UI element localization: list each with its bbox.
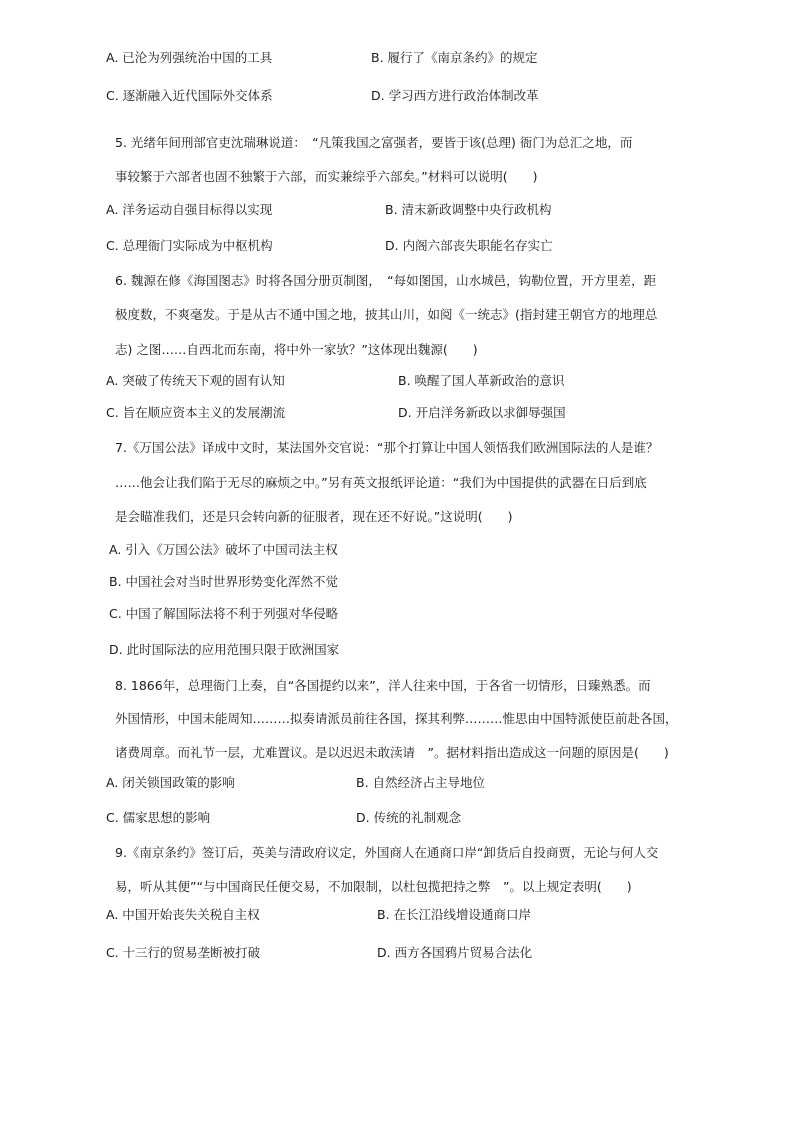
q5-option-d: D. 内阁六部丧失职能名存实亡 bbox=[385, 238, 553, 253]
q5-stem-line-1: 5. 光绪年间刑部官吏沈瑞琳说道： “凡策我国之富强者，要皆于该(总理) 衙门为总汇之地，而 bbox=[115, 135, 633, 150]
q7-option-a: A. 引入《万国公法》破坏了中国司法主权 bbox=[109, 542, 338, 557]
q6-option-b: B. 唤醒了国人革新政治的意识 bbox=[398, 373, 565, 388]
q7-option-d: D. 此时国际法的应用范围只限于欧洲国家 bbox=[109, 642, 340, 657]
q4-option-a: A. 已沦为列强统治中国的工具 bbox=[106, 50, 273, 65]
q9-option-c: C. 十三行的贸易垄断被打破 bbox=[106, 945, 261, 960]
q5-stem-line-2: 事较繁于六部者也固不独繁于六部，而实兼综乎六部矣。”材料可以说明( ) bbox=[115, 169, 538, 184]
q9-stem-line-2: 易，听从其便”“与中国商民任便交易，不加限制，以杜包揽把持之弊 ”。以上规定表明( ) bbox=[115, 879, 632, 894]
q6-option-a: A. 突破了传统天下观的固有认知 bbox=[106, 373, 285, 388]
q8-option-a: A. 闭关锁国政策的影响 bbox=[106, 775, 235, 790]
q9-stem-line-1: 9.《南京条约》签订后，英美与清政府议定，外国商人在通商口岸“卸货后自投商贾，无论与何人交 bbox=[115, 845, 659, 860]
q9-option-a: A. 中国开始丧失关税自主权 bbox=[106, 907, 260, 922]
q7-option-c: C. 中国了解国际法将不利于列强对华侵略 bbox=[109, 606, 339, 621]
q4-option-b: B. 履行了《南京条约》的规定 bbox=[371, 50, 538, 65]
q6-option-c: C. 旨在顺应资本主义的发展潮流 bbox=[106, 405, 286, 420]
q7-stem-line-2: ……他会让我们陷于无尽的麻烦之中。”另有英文报纸评论道：“我们为中国提供的武器在日后到底 bbox=[115, 475, 647, 490]
q7-stem-line-3: 是会瞄准我们，还是只会转向新的征服者，现在还不好说。”这说明( ) bbox=[115, 509, 513, 524]
q6-stem-line-2: 极度数，不爽毫发。于是从古不通中国之地，披其山川，如阅《一统志》(指封建王朝官方的地理总 bbox=[115, 307, 658, 322]
q6-option-d: D. 开启洋务新政以求御辱强国 bbox=[398, 405, 566, 420]
q9-option-b: B. 在长江沿线增设通商口岸 bbox=[377, 907, 532, 922]
q8-option-b: B. 自然经济占主导地位 bbox=[356, 775, 486, 790]
q8-stem-line-2: 外国情形，中国未能周知………拟奏请派员前往各国，探其利弊………惟思由中国特派使臣前赴各国， bbox=[115, 711, 678, 726]
q5-option-a: A. 洋务运动自强目标得以实现 bbox=[106, 202, 273, 217]
q6-stem-line-1: 6. 魏源在修《海国图志》时将各国分册页制图， “每如图国，山水城邑，钩勒位置，开方里差，距 bbox=[115, 273, 657, 288]
q9-option-d: D. 西方各国鸦片贸易合法化 bbox=[377, 945, 533, 960]
q5-option-b: B. 清末新政调整中央行政机构 bbox=[385, 202, 552, 217]
q8-option-c: C. 儒家思想的影响 bbox=[106, 810, 211, 825]
q7-option-b: B. 中国社会对当时世界形势变化浑然不觉 bbox=[109, 574, 339, 589]
q6-stem-line-3: 志) 之图……自西北而东南，将中外一家欤？”这体现出魏源( ) bbox=[115, 342, 478, 357]
q5-option-c: C. 总理衙门实际成为中枢机构 bbox=[106, 238, 273, 253]
q4-option-c: C. 逐渐融入近代国际外交体系 bbox=[106, 88, 273, 103]
q8-stem-line-3: 诸费周章。而礼节一层，尤难置议。是以迟迟未敢渎请 ”。据材料指出造成这一问题的原因是( ) bbox=[115, 745, 669, 760]
q8-option-d: D. 传统的礼制观念 bbox=[356, 810, 462, 825]
q8-stem-line-1: 8. 1866年，总理衙门上奏，自“各国提约以来”，洋人往来中国，于各省一切情形，日臻熟悉。而 bbox=[115, 678, 651, 693]
q7-stem-line-1: 7.《万国公法》译成中文时，某法国外交官说：“那个打算让中国人领悟我们欧洲国际法的人是谁？ bbox=[115, 440, 659, 455]
q4-option-d: D. 学习西方进行政治体制改革 bbox=[371, 88, 539, 103]
